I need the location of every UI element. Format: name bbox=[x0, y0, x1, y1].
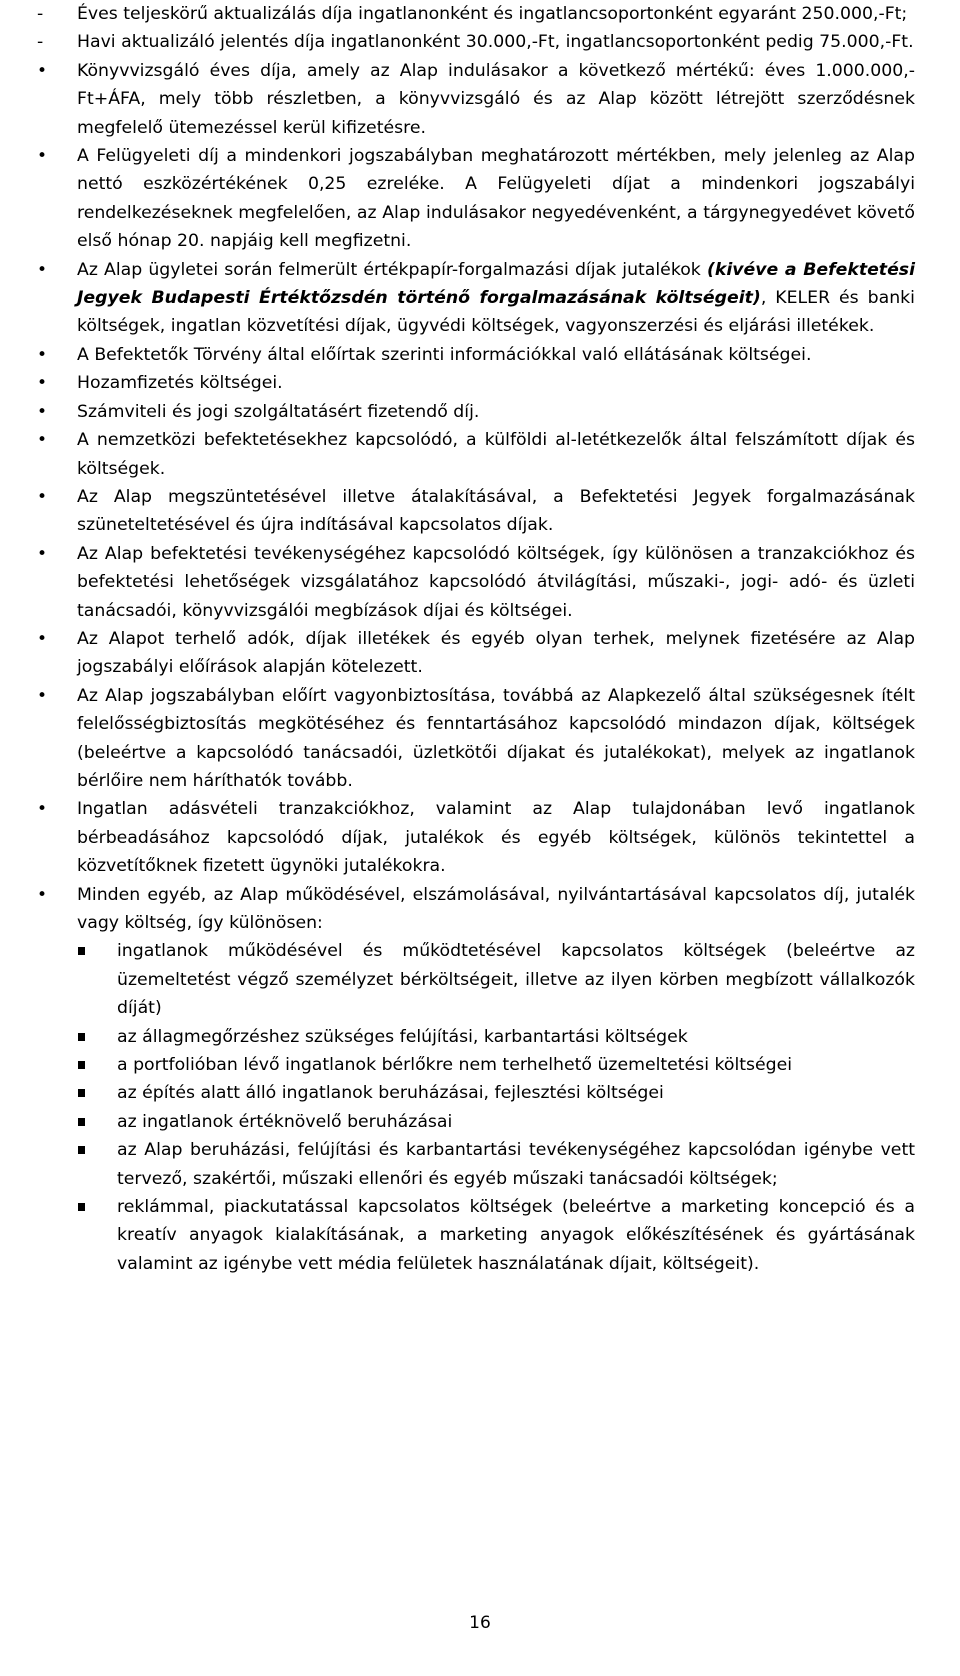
bullet-text: Minden egyéb, az Alap működésével, elszámolásával, nyilvántartásával kapcsolatos díj, jutalék vagy költség, így különösen: bbox=[77, 884, 915, 933]
sub-list-item bbox=[77, 1051, 915, 1079]
list-item bbox=[37, 341, 915, 369]
square-bullet-icon bbox=[78, 1061, 85, 1069]
list-item bbox=[37, 0, 915, 28]
sub-item-text: reklámmal, piackutatással kapcsolatos költségek (beleértve a marketing koncepció és a kreatív anyagok kialakításának, a marketing anyagok előkészítésének és gyártásának valamint az igénybe vett média felületek használatának díjait, költségeit). bbox=[117, 1197, 915, 1274]
bullet-icon: • bbox=[37, 685, 48, 706]
sub-item-text: az építés alatt álló ingatlanok beruházásai, fejlesztési költségei bbox=[117, 1083, 664, 1104]
bullet-text: Az Alap jogszabályban előírt vagyonbiztosítása, továbbá az Alapkezelő által szükségesnek ítélt felelősségbiztosítás megkötéséhez és fenntartásához kapcsolódó mindazon díjak, költségek (beleértve a kapcsolódó tanácsadói, üzletkötői díjakat és jutalékokat), melyek az ingatlanok bérlőire nem háríthatók tovább. bbox=[77, 685, 915, 791]
list-item bbox=[37, 682, 915, 796]
list-item bbox=[37, 28, 915, 56]
list-item bbox=[37, 881, 915, 938]
sub-list-item bbox=[77, 1193, 915, 1278]
trading-fees-rest: , KELER és banki költségek, ingatlan közvetítési díjak, ügyvédi költségek, vagyonszerzési és eljárási illetékek. bbox=[77, 288, 915, 337]
bullet-icon: • bbox=[37, 146, 48, 167]
list-item bbox=[37, 369, 915, 397]
list-item bbox=[37, 57, 915, 142]
square-bullet-icon bbox=[78, 1203, 85, 1211]
trading-fees-exception: (kivéve a Befektetési Jegyek Budapesti Értéktőzsdén történő forgalmazásának költségeit) bbox=[77, 259, 916, 309]
bullet-icon: • bbox=[37, 259, 48, 280]
bullet-icon: • bbox=[37, 628, 48, 649]
bullet-text: A nemzetközi befektetésekhez kapcsolódó, a külföldi al-letétkezelők által felszámított díjak és költségek. bbox=[77, 430, 915, 479]
bullet-icon: • bbox=[37, 430, 48, 451]
bullet-icon: • bbox=[37, 344, 48, 365]
bullet-text: Az Alapot terhelő adók, díjak illetékek és egyéb olyan terhek, melynek fizetésére az Alap jogszabályi előírások alapján kötelezett. bbox=[77, 628, 915, 678]
square-bullet-icon bbox=[78, 947, 85, 955]
bullet-icon: • bbox=[37, 373, 48, 394]
list-item bbox=[37, 795, 915, 880]
dash-marker: - bbox=[37, 4, 44, 24]
sub-list-item bbox=[77, 1136, 915, 1193]
bullet-text: Számviteli és jogi szolgáltatásért fizetendő díj. bbox=[77, 401, 480, 422]
list-item bbox=[37, 625, 915, 682]
bullet-text: Hozamfizetés költségei. bbox=[77, 373, 283, 394]
bullet-icon: • bbox=[37, 60, 48, 81]
sub-list-item bbox=[77, 937, 915, 1022]
dash-item-text: Havi aktualizáló jelentés díja ingatlanonként 30.000,-Ft, ingatlancsoportonként pedig 75.000,-Ft. bbox=[77, 32, 914, 53]
list-item bbox=[37, 142, 915, 256]
square-bullet-icon bbox=[78, 1146, 85, 1154]
bullet-text-supervisory-fee: A Felügyeleti díj a mindenkori jogszabályban meghatározott mértékben, mely jelenleg az Alap nettó eszközértékének 0,25 ezreléke. A Felügyeleti díjat a mindenkori jogszabályi rendelkezéseknek megfelelően, az Alap indulásakor negyedévenként, a tárgynegyedévet követő első hónap 20. napjáig kell megfizetni. bbox=[77, 146, 915, 252]
bullet-icon: • bbox=[37, 884, 48, 905]
square-bullet-icon bbox=[78, 1033, 85, 1041]
trading-fees-intro: Az Alap ügyletei során felmerült értékpapír-forgalmazási díjak jutalékok bbox=[77, 259, 707, 280]
dash-marker: - bbox=[37, 32, 44, 53]
sub-item-text: az Alap beruházási, felújítási és karbantartási tevékenységéhez kapcsolódan igénybe vett tervező, szakértői, műszaki ellenőri és egyéb műszaki tanácsadói költségek; bbox=[117, 1140, 915, 1189]
bullet-icon: • bbox=[37, 486, 48, 507]
bullet-text-auditor-fee: Könyvvizsgáló éves díja, amely az Alap indulásakor a következő mértékű: éves 1.000.000,-Ft+ÁFA, mely több részletben, a könyvvizsgáló és az Alap között létrejött szerződésnek megfelelő ütemezéssel kerül kifizetésre. bbox=[77, 60, 915, 138]
sub-item-text: az állagmegőrzéshez szükséges felújítási, karbantartási költségek bbox=[117, 1026, 688, 1047]
page-number: 16 bbox=[469, 1613, 491, 1633]
fee-list bbox=[37, 0, 915, 1278]
bullet-text: Az Alap megszüntetésével illetve átalakításával, a Befektetési Jegyek forgalmazásának szüneteltetésével és újra indításával kapcsolatos díjak. bbox=[77, 486, 915, 536]
list-item bbox=[37, 426, 915, 483]
bullet-text: Ingatlan adásvételi tranzakciókhoz, valamint az Alap tulajdonában levő ingatlanok bérbeadásához kapcsolódó díjak, jutalékok és egyéb költségek, különös tekintettel a közvetítőknek fizetett ügynöki jutalékokra. bbox=[77, 799, 915, 877]
list-item bbox=[37, 256, 915, 341]
square-bullet-icon bbox=[78, 1118, 85, 1126]
sub-item-text: ingatlanok működésével és működtetésével kapcsolatos költségek (beleértve az üzemeltetést végző személyzet bérköltségeit, illetve az ilyen körben megbízott vállalkozók díját) bbox=[117, 941, 915, 1019]
bullet-icon: • bbox=[37, 401, 48, 422]
sub-list-item bbox=[77, 1079, 915, 1107]
dash-item-text: Éves teljeskörű aktualizálás díja ingatlanonként és ingatlancsoportonként egyaránt 250.000,-Ft; bbox=[77, 4, 908, 24]
bullet-text: Az Alap befektetési tevékenységéhez kapcsolódó költségek, így különösen a tranzakciókhoz és befektetési lehetőségek vizsgálatához kapcsolódó átvilágítási, műszaki-, jogi- adó- és üzleti tanácsadói, könyvvizsgálói megbízások díjai és költségei. bbox=[77, 543, 915, 621]
sub-list-item bbox=[77, 1023, 915, 1051]
list-item bbox=[37, 398, 915, 426]
sub-item-text: az ingatlanok értéknövelő beruházásai bbox=[117, 1111, 453, 1132]
bullet-icon: • bbox=[37, 799, 48, 820]
sub-list-item bbox=[77, 1108, 915, 1136]
sub-item-text: a portfolióban lévő ingatlanok bérlőkre nem terhelhető üzemeltetési költségei bbox=[117, 1055, 793, 1076]
list-item bbox=[37, 483, 915, 540]
bullet-text-trading-fees bbox=[77, 260, 915, 337]
square-bullet-icon bbox=[78, 1089, 85, 1097]
bullet-text: A Befektetők Törvény által előírtak szerinti információkkal való ellátásának költségei. bbox=[77, 344, 812, 365]
bullet-icon: • bbox=[37, 543, 48, 564]
list-item bbox=[37, 540, 915, 625]
